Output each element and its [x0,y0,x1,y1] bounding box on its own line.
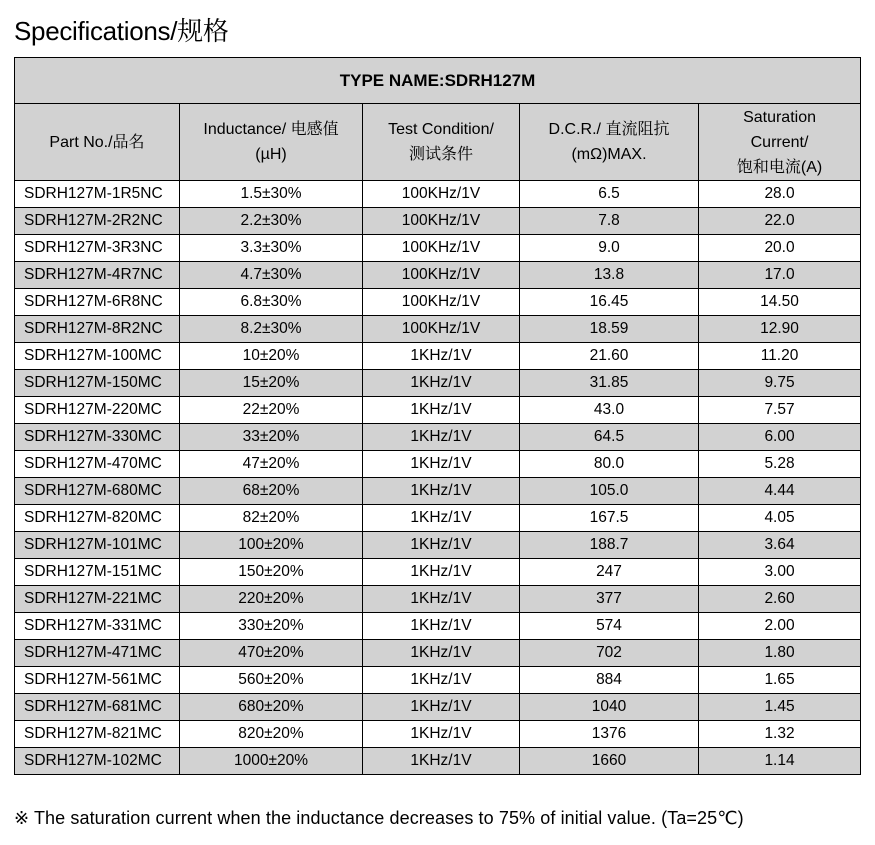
part-number-cell: SDRH127M-100MC [15,343,180,370]
header-line: 饱和电流(A) [736,158,823,176]
table-row [15,451,861,478]
saturation-current-cell: 17.0 [699,262,861,289]
inductance-cell: 2.2±30% [180,208,363,235]
dcr-cell: 43.0 [520,397,699,424]
saturation-current-cell: 1.80 [699,640,861,667]
test-condition-cell: 1KHz/1V [363,451,520,478]
part-number-cell: SDRH127M-8R2NC [15,316,180,343]
saturation-current-cell: 2.00 [699,613,861,640]
header-line: Test Condition/ [388,121,494,138]
table-row [15,235,861,262]
header-line: (mΩ)MAX. [571,146,647,163]
table-row [15,316,861,343]
saturation-current-cell: 7.57 [699,397,861,424]
table-row [15,289,861,316]
dcr-cell: 1376 [520,721,699,748]
inductance-cell: 100±20% [180,532,363,559]
test-condition-cell: 100KHz/1V [363,289,520,316]
dcr-cell: 31.85 [520,370,699,397]
saturation-current-cell: 4.44 [699,478,861,505]
header-line: Inductance/ 电感值 [203,121,339,138]
dcr-header [520,104,699,181]
inductance-cell: 68±20% [180,478,363,505]
saturation-current-cell: 11.20 [699,343,861,370]
type-name: TYPE NAME:SDRH127M [15,58,861,104]
test-condition-cell: 1KHz/1V [363,478,520,505]
table-body [15,181,861,775]
part-number-cell: SDRH127M-101MC [15,532,180,559]
inductance-cell: 220±20% [180,586,363,613]
dcr-cell: 884 [520,667,699,694]
part-number-cell: SDRH127M-821MC [15,721,180,748]
part-number-cell: SDRH127M-681MC [15,694,180,721]
spec-table [14,57,861,775]
table-row [15,559,861,586]
type-name-row [15,58,861,104]
inductance-header [180,104,363,181]
table-row [15,748,861,775]
table-row [15,181,861,208]
part-number-cell: SDRH127M-6R8NC [15,289,180,316]
part-number-cell: SDRH127M-331MC [15,613,180,640]
inductance-cell: 33±20% [180,424,363,451]
saturation-current-cell: 6.00 [699,424,861,451]
part-no-header [15,104,180,181]
table-row [15,343,861,370]
part-number-cell: SDRH127M-220MC [15,397,180,424]
table-row [15,370,861,397]
test-condition-cell: 100KHz/1V [363,235,520,262]
inductance-cell: 820±20% [180,721,363,748]
test-condition-cell: 1KHz/1V [363,505,520,532]
dcr-cell: 167.5 [520,505,699,532]
part-number-cell: SDRH127M-330MC [15,424,180,451]
table-row [15,505,861,532]
test-condition-cell: 1KHz/1V [363,586,520,613]
test-condition-cell: 100KHz/1V [363,316,520,343]
table-row [15,667,861,694]
inductance-cell: 22±20% [180,397,363,424]
test-condition-cell: 1KHz/1V [363,532,520,559]
inductance-cell: 15±20% [180,370,363,397]
inductance-cell: 4.7±30% [180,262,363,289]
dcr-cell: 188.7 [520,532,699,559]
dcr-cell: 80.0 [520,451,699,478]
saturation-current-cell: 1.14 [699,748,861,775]
test-condition-cell: 100KHz/1V [363,181,520,208]
saturation-current-cell: 9.75 [699,370,861,397]
header-line: D.C.R./ 直流阻抗 [548,121,670,138]
dcr-cell: 377 [520,586,699,613]
saturation-current-cell: 14.50 [699,289,861,316]
table-row [15,478,861,505]
saturation-current-cell: 3.00 [699,559,861,586]
test-condition-header [363,104,520,181]
test-condition-cell: 1KHz/1V [363,370,520,397]
saturation-current-cell: 1.65 [699,667,861,694]
test-condition-cell: 1KHz/1V [363,694,520,721]
table-row [15,208,861,235]
inductance-cell: 1000±20% [180,748,363,775]
table-row [15,586,861,613]
dcr-cell: 7.8 [520,208,699,235]
dcr-cell: 702 [520,640,699,667]
table-row [15,262,861,289]
inductance-cell: 6.8±30% [180,289,363,316]
part-number-cell: SDRH127M-151MC [15,559,180,586]
column-header-row [15,104,861,181]
table-row [15,613,861,640]
inductance-cell: 3.3±30% [180,235,363,262]
header-line: Part No./品名 [49,133,145,151]
test-condition-cell: 1KHz/1V [363,424,520,451]
saturation-current-cell: 1.45 [699,694,861,721]
inductance-cell: 1.5±30% [180,181,363,208]
saturation-current-cell: 28.0 [699,181,861,208]
test-condition-cell: 1KHz/1V [363,613,520,640]
part-number-cell: SDRH127M-150MC [15,370,180,397]
inductance-cell: 150±20% [180,559,363,586]
inductance-cell: 680±20% [180,694,363,721]
part-number-cell: SDRH127M-561MC [15,667,180,694]
dcr-cell: 13.8 [520,262,699,289]
dcr-cell: 247 [520,559,699,586]
test-condition-cell: 1KHz/1V [363,343,520,370]
dcr-cell: 16.45 [520,289,699,316]
dcr-cell: 1040 [520,694,699,721]
part-number-cell: SDRH127M-1R5NC [15,181,180,208]
part-number-cell: SDRH127M-470MC [15,451,180,478]
test-condition-cell: 100KHz/1V [363,208,520,235]
part-number-cell: SDRH127M-3R3NC [15,235,180,262]
part-number-cell: SDRH127M-102MC [15,748,180,775]
part-number-cell: SDRH127M-471MC [15,640,180,667]
test-condition-cell: 100KHz/1V [363,262,520,289]
header-line: 测试条件 [408,146,473,163]
inductance-cell: 560±20% [180,667,363,694]
table-row [15,424,861,451]
table-row [15,694,861,721]
inductance-cell: 10±20% [180,343,363,370]
inductance-cell: 8.2±30% [180,316,363,343]
saturation-current-cell: 22.0 [699,208,861,235]
dcr-cell: 105.0 [520,478,699,505]
inductance-cell: 47±20% [180,451,363,478]
saturation-current-header [699,104,861,181]
test-condition-cell: 1KHz/1V [363,559,520,586]
saturation-current-cell: 4.05 [699,505,861,532]
table-row [15,532,861,559]
dcr-cell: 574 [520,613,699,640]
test-condition-cell: 1KHz/1V [363,721,520,748]
dcr-cell: 18.59 [520,316,699,343]
dcr-cell: 6.5 [520,181,699,208]
inductance-cell: 330±20% [180,613,363,640]
footnote: ※ The saturation current when the inductance decreases to 75% of initial value. (Ta=25℃) [14,808,744,828]
dcr-cell: 64.5 [520,424,699,451]
test-condition-cell: 1KHz/1V [363,748,520,775]
table-row [15,721,861,748]
dcr-cell: 9.0 [520,235,699,262]
saturation-current-cell: 1.32 [699,721,861,748]
saturation-current-cell: 12.90 [699,316,861,343]
part-number-cell: SDRH127M-4R7NC [15,262,180,289]
table-row [15,640,861,667]
test-condition-cell: 1KHz/1V [363,640,520,667]
dcr-cell: 21.60 [520,343,699,370]
saturation-current-cell: 2.60 [699,586,861,613]
part-number-cell: SDRH127M-680MC [15,478,180,505]
dcr-cell: 1660 [520,748,699,775]
test-condition-cell: 1KHz/1V [363,397,520,424]
header-line: Saturation [743,108,816,126]
inductance-cell: 470±20% [180,640,363,667]
page-title: Specifications/规格 [14,16,229,46]
saturation-current-cell: 3.64 [699,532,861,559]
part-number-cell: SDRH127M-2R2NC [15,208,180,235]
header-line: (µH) [255,146,287,163]
saturation-current-cell: 5.28 [699,451,861,478]
part-number-cell: SDRH127M-221MC [15,586,180,613]
part-number-cell: SDRH127M-820MC [15,505,180,532]
header-line: Current/ [750,133,809,151]
saturation-current-cell: 20.0 [699,235,861,262]
inductance-cell: 82±20% [180,505,363,532]
test-condition-cell: 1KHz/1V [363,667,520,694]
table-row [15,397,861,424]
